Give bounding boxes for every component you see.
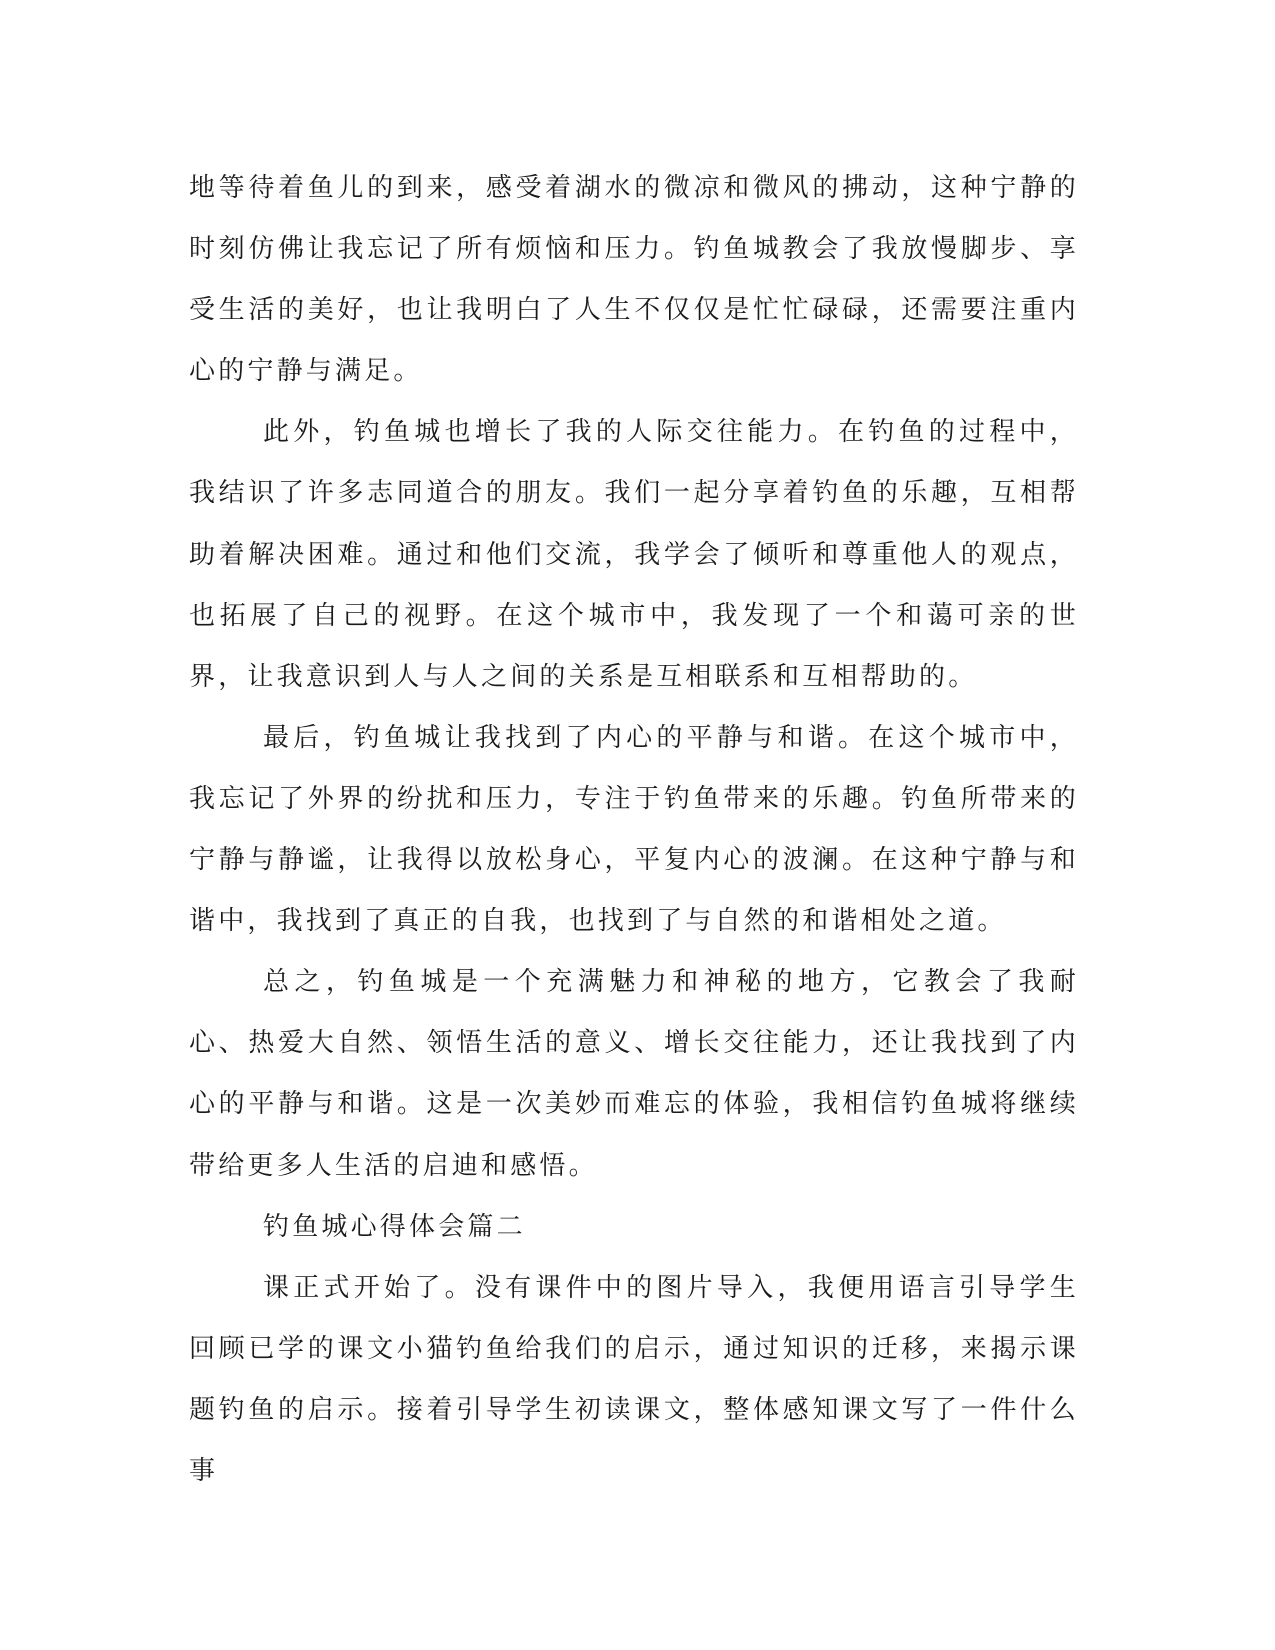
paragraph-4: 总之，钓鱼城是一个充满魅力和神秘的地方，它教会了我耐心、热爱大自然、领悟生活的意义、增长交往能力，还让我找到了内心的平静与和谐。这是一次美妙而难忘的体验，我相信钓鱼城将继续带给更多人生活的启迪和感悟。	[189, 967, 1079, 1181]
paragraph-2: 此外，钓鱼城也增长了我的人际交往能力。在钓鱼的过程中，我结识了许多志同道合的朋友。我们一起分享着钓鱼的乐趣，互相帮助着解决困难。通过和他们交流，我学会了倾听和尊重他人的观点，也拓展了自己的视野。在这个城市中，我发现了一个和蔼可亲的世界，让我意识到人与人之间的关系是互相联系和互相帮助的。	[189, 417, 1079, 692]
paragraph-1: 地等待着鱼儿的到来，感受着湖水的微凉和微风的拂动，这种宁静的时刻仿佛让我忘记了所有烦恼和压力。钓鱼城教会了我放慢脚步、享受生活的美好，也让我明白了人生不仅仅是忙忙碌碌，还需要注重内心的宁静与满足。	[189, 173, 1079, 387]
paragraph-5: 课正式开始了。没有课件中的图片导入，我便用语言引导学生回顾已学的课文小猫钓鱼给我们的启示，通过知识的迁移，来揭示课题钓鱼的启示。接着引导学生初读课文，整体感知课文写了一件什么事	[189, 1272, 1079, 1486]
paragraph-3: 最后，钓鱼城让我找到了内心的平静与和谐。在这个城市中，我忘记了外界的纷扰和压力，专注于钓鱼带来的乐趣。钓鱼所带来的宁静与静谧，让我得以放松身心，平复内心的波澜。在这种宁静与和谐中，我找到了真正的自我，也找到了与自然的和谐相处之道。	[189, 722, 1079, 937]
document-body	[189, 158, 1079, 1502]
section-heading: 钓鱼城心得体会篇二	[263, 1211, 526, 1242]
